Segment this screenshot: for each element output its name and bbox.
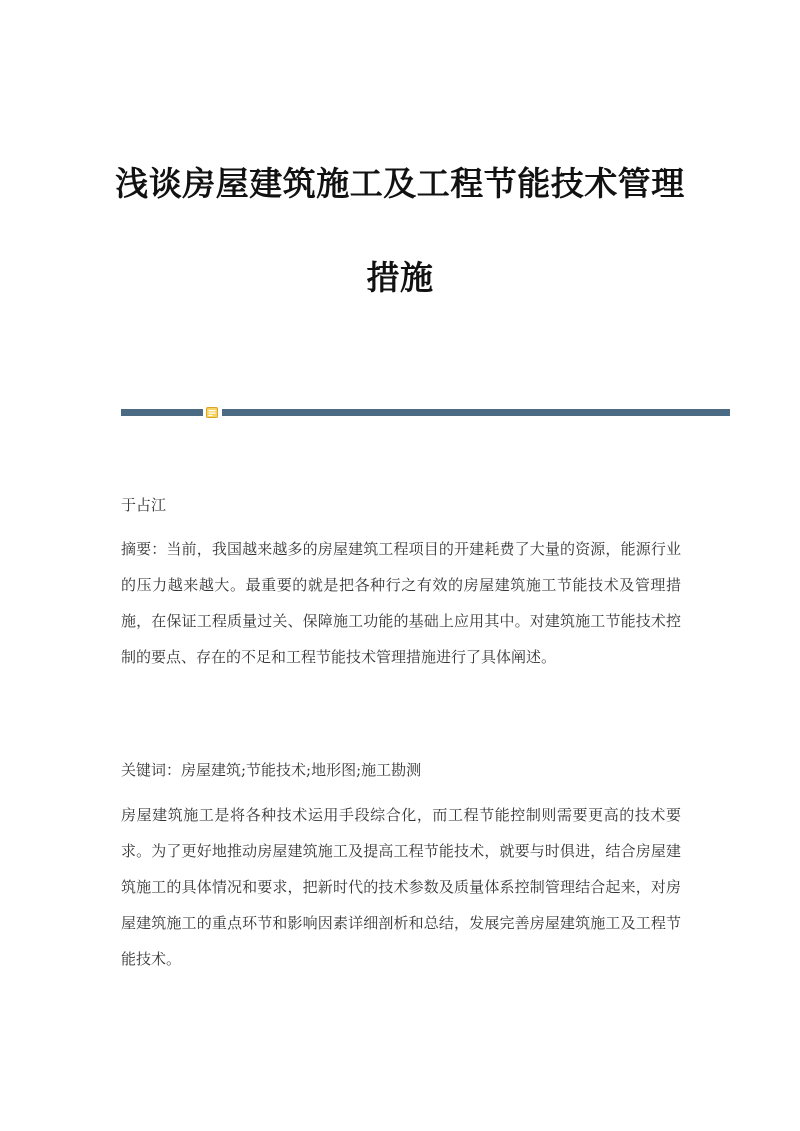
divider-right-segment (222, 409, 730, 416)
abstract (121, 531, 681, 675)
divider-left-segment (121, 409, 203, 416)
title-divider (121, 409, 730, 417)
keywords: 关键词：房屋建筑;节能技术;地形图;施工勘测 (121, 761, 422, 779)
abstract-text: 摘要：当前，我国越来越多的房屋建筑工程项目的开建耗费了大量的资源，能源行业的压力越来越大。最重要的就是把各种行之有效的房屋建筑施工节能技术及管理措施，在保证工程质量过关、保障施工功能的基础上应用其中。对建筑施工节能技术控制的要点、存在的不足和工程节能技术管理措施进行了具体阐述。 (121, 540, 681, 666)
title-line-2: 措施 (366, 258, 434, 297)
divider-ornament-icon (206, 407, 218, 418)
author-name: 于占江 (121, 496, 167, 514)
paragraph-1-text: 房屋建筑施工是将各种技术运用手段综合化，而工程节能控制则需要更高的技术要求。为了更好地推动房屋建筑施工及提高工程节能技术，就要与时俱进，结合房屋建筑施工的具体情况和要求，把新时代的技术参数及质量体系控制管理结合起来，对房屋建筑施工的重点环节和影响因素详细剖析和总结，发展完善房屋建筑施工及工程节能技术。 (121, 806, 681, 968)
title-line-1: 浅谈房屋建筑施工及工程节能技术管理 (115, 164, 685, 203)
document-title (100, 160, 700, 302)
body-paragraph (121, 797, 681, 977)
